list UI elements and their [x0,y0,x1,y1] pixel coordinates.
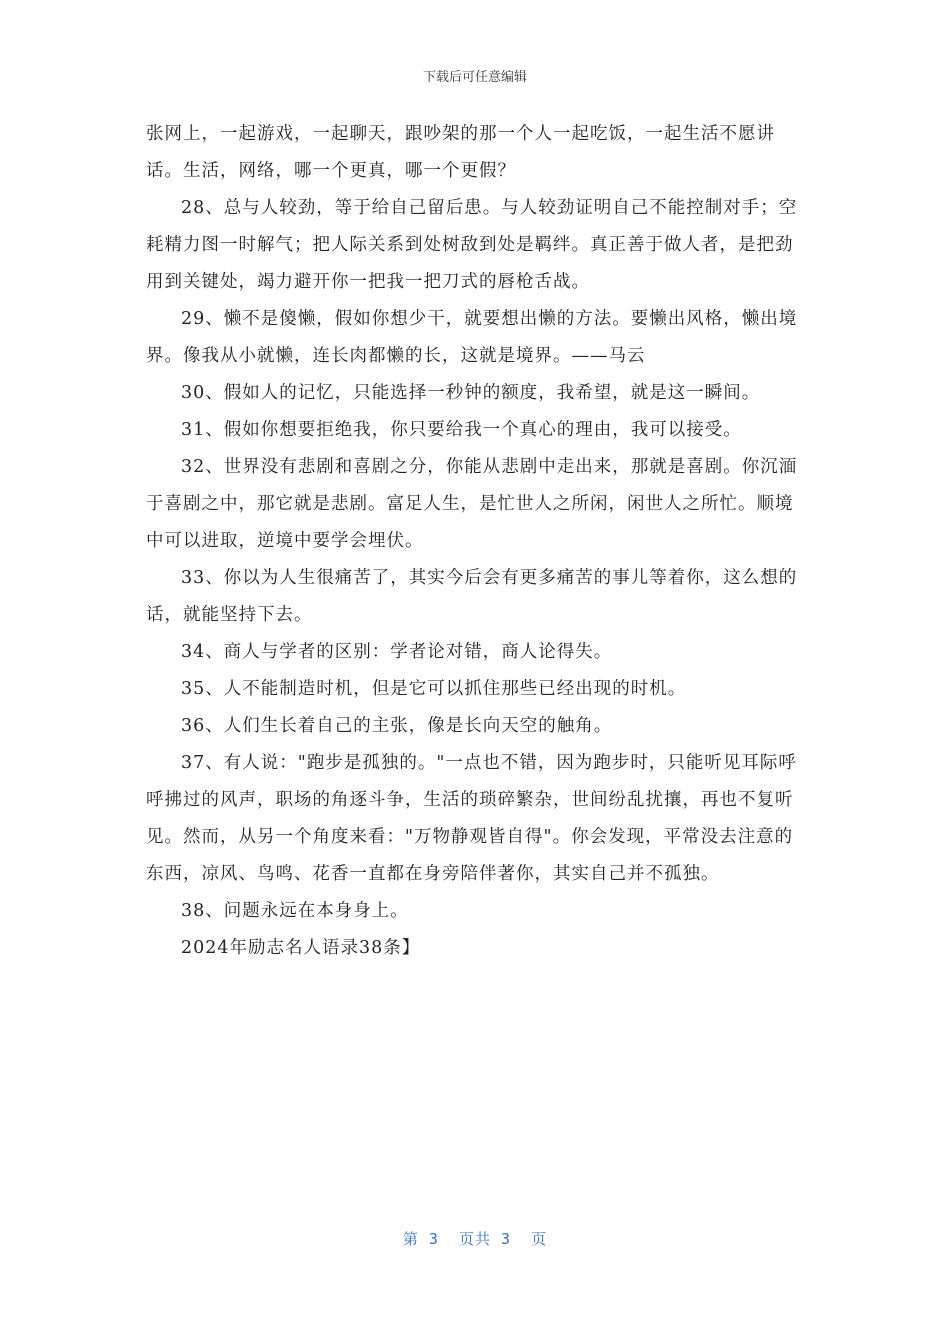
paragraph-30: 30、假如人的记忆，只能选择一秒钟的额度，我希望，就是这一瞬间。 [181,383,761,403]
closing-line: 2024年励志名人语录38条】 [181,938,421,958]
paragraph-34: 34、商人与学者的区别：学者论对错，商人论得失。 [181,642,613,662]
paragraph-28: 28、总与人较劲，等于给自己留后患。与人较劲证明自己不能控制对手；空耗精力图一时解气；把人际关系到处树敌到处是羁绊。真正善于做人者，是把劲用到关键处，竭力避开你一把我一把刀式的唇枪舌战。 [146,198,798,292]
document-body [146,116,806,967]
paragraph-38: 38、问题永远在本身身上。 [181,901,409,921]
page-header: 下载后可任意编辑 [422,70,527,85]
paragraph-29: 29、懒不是傻懒，假如你想少干，就要想出懒的方法。要懒出风格，懒出境界。像我从小就懒，连长肉都懒的长，这就是境界。——马云 [146,309,798,366]
paragraph-35: 35、人不能制造时机，但是它可以抓住那些已经出现的时机。 [181,679,687,699]
paragraph-31: 31、假如你想要拒绝我，你只要给我一个真心的理由，我可以接受。 [181,420,742,440]
page-footer: 第 3 页共 3 页 [402,1230,548,1248]
paragraph-32: 32、世界没有悲剧和喜剧之分，你能从悲剧中走出来，那就是喜剧。你沉湎于喜剧之中，那它就是悲剧。富足人生，是忙世人之所闲，闲世人之所忙。顺境中可以进取，逆境中要学会埋伏。 [146,457,798,551]
paragraph-37: 37、有人说："跑步是孤独的。"一点也不错，因为跑步时，只能听见耳际呼呼拂过的风声，职场的角逐斗争，生活的琐碎繁杂，世间纷乱扰攘，再也不复听见。然而，从另一个角度来看："万物静观皆自得"。你会发现，平常没去注意的东西，凉风、鸟鸣、花香一直都在身旁陪伴著你，其实自己并不孤独。 [146,753,797,884]
paragraph-continued: 张网上，一起游戏，一起聊天，跟吵架的那一个人一起吃饭，一起生活不愿讲话。生活，网络，哪一个更真，哪一个更假？ [146,124,775,181]
paragraph-36: 36、人们生长着自己的主张，像是长向天空的触角。 [181,716,613,736]
paragraph-33: 33、你以为人生很痛苦了，其实今后会有更多痛苦的事儿等着你，这么想的话，就能坚持下去。 [146,568,798,625]
